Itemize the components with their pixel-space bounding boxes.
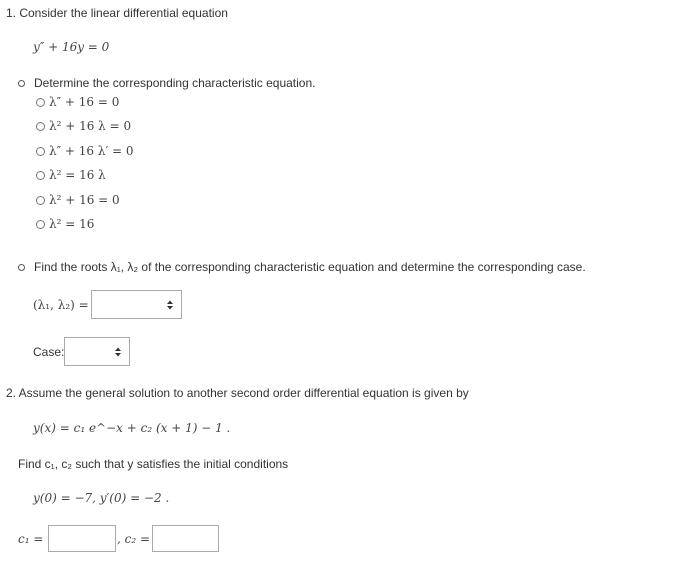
option-5-label: λ² + 16 = 0: [49, 193, 120, 207]
radio-option-4[interactable]: [36, 171, 45, 180]
bullet-icon: [18, 80, 25, 87]
roots-label: (λ₁, λ₂) =: [33, 298, 89, 312]
question-2-header: 2. Assume the general solution to another second order differential equation is given by: [6, 386, 469, 400]
option-3-label: λ″ + 16 λ′ = 0: [49, 144, 134, 158]
general-solution: y(x) = c₁ e^−x + c₂ (x + 1) − 1 .: [33, 421, 231, 435]
roots-select[interactable]: [91, 290, 182, 319]
radio-option-6[interactable]: [36, 220, 45, 229]
bullet-icon: [18, 264, 25, 271]
case-label: Case:: [33, 345, 65, 359]
initial-conditions: y(0) = −7, y′(0) = −2 .: [33, 491, 170, 505]
select-arrows-icon: [167, 300, 173, 309]
radio-option-2[interactable]: [36, 122, 45, 131]
radio-option-5[interactable]: [36, 196, 45, 205]
question-1-header: 1. Consider the linear differential equation: [6, 6, 228, 20]
q1-equation: y″ + 16y = 0: [33, 40, 110, 54]
option-6-label: λ² = 16: [49, 217, 95, 231]
c1-input[interactable]: [48, 525, 116, 552]
option-4-label: λ² = 16 λ: [49, 168, 106, 182]
case-select[interactable]: [64, 337, 130, 366]
c1-label: c₁ =: [18, 532, 44, 546]
option-1-label: λ″ + 16 = 0: [49, 95, 120, 109]
option-2-label: λ² + 16 λ = 0: [49, 119, 132, 133]
find-constants-text: Find c₁, c₂ such that y satisfies the initial conditions: [18, 457, 289, 471]
radio-option-3[interactable]: [36, 147, 45, 156]
radio-option-1[interactable]: [36, 98, 45, 107]
select-arrows-icon: [115, 347, 121, 356]
part-a-prompt: Determine the corresponding characteristic equation.: [34, 76, 316, 90]
c2-label: , c₂ =: [117, 532, 151, 546]
c2-input[interactable]: [152, 525, 219, 552]
part-b-prompt: Find the roots λ₁, λ₂ of the corresponding characteristic equation and determine the corresponding case.: [34, 260, 586, 274]
